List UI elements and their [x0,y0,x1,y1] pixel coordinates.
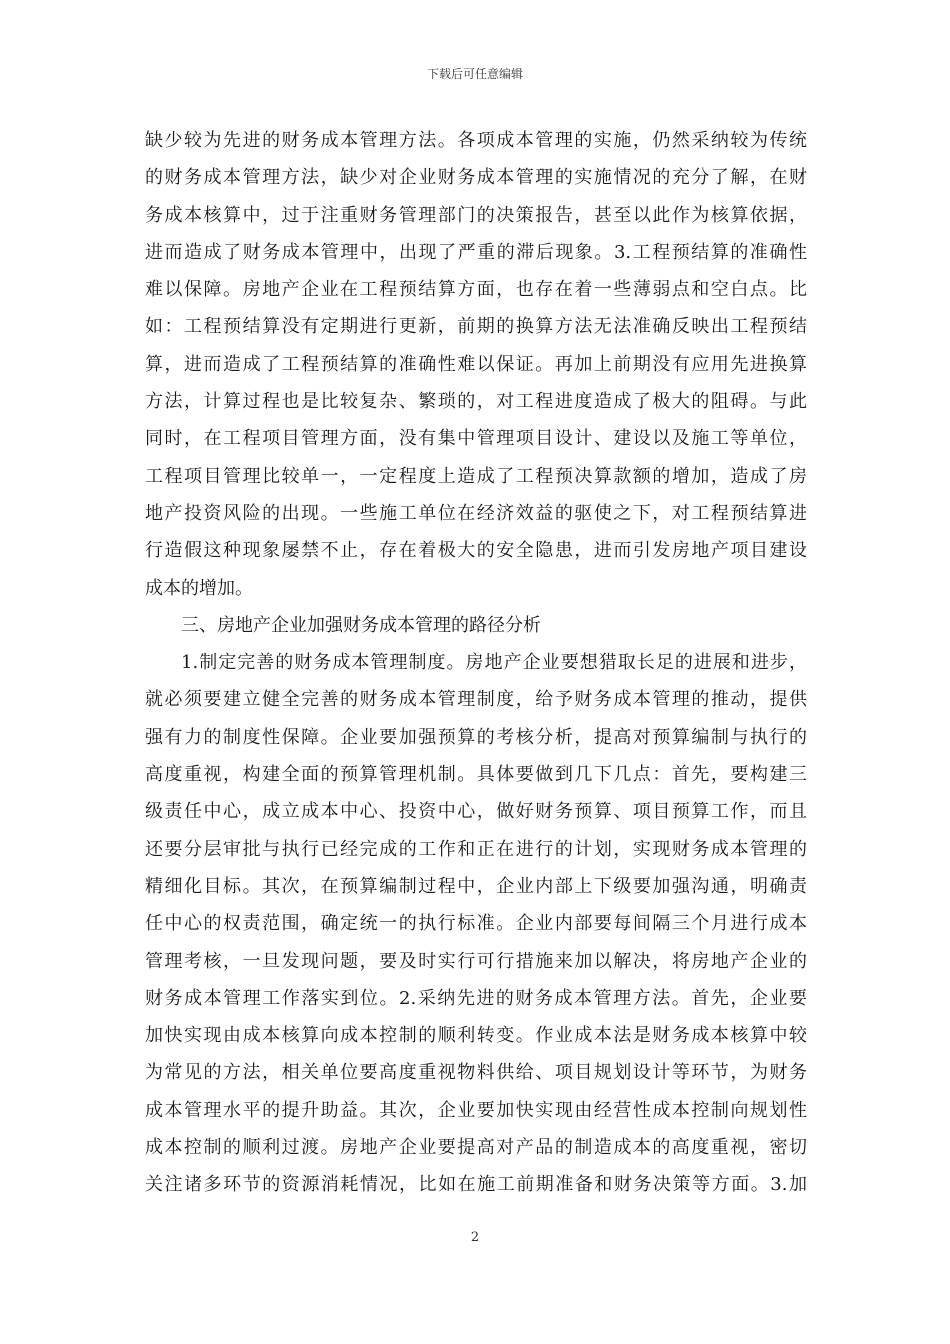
body-line: 成本管理水平的提升助益。其次，企业要加快实现由经营性成本控制向规划性 [145,1099,807,1121]
body-line: 进而造成了财务成本管理中，出现了严重的滞后现象。3.工程预结算的准确性 [145,241,807,263]
body-line: 还要分层审批与执行已经完成的工作和正在进行的计划，实现财务成本管理的 [145,838,807,860]
page-number: 2 [470,1230,480,1245]
body-line: 成本控制的顺利过渡。房地产企业要提高对产品的制造成本的高度重视，密切 [145,1137,807,1159]
body-line: 关注诸多环节的资源消耗情况，比如在施工前期准备和财务决策等方面。3.加 [145,1174,807,1196]
body-line: 级责任中心，成立成本中心、投资中心，做好财务预算、项目预算工作，而且 [145,801,807,823]
body-line: 地产投资风险的出现。一些施工单位在经济效益的驱使之下，对工程预结算进 [145,502,807,524]
body-line: 行造假这种现象屡禁不止，存在着极大的安全隐患，进而引发房地产项目建设 [145,540,807,562]
body-line: 财务成本管理工作落实到位。2.采纳先进的财务成本管理方法。首先，企业要 [145,987,807,1009]
body-line: 高度重视，构建全面的预算管理机制。具体要做到几下几点：首先，要构建三 [145,764,807,786]
body-line: 就必须要建立健全完善的财务成本管理制度，给予财务成本管理的推动，提供 [145,689,807,711]
body-line: 缺少较为先进的财务成本管理方法。各项成本管理的实施，仍然采纳较为传统 [145,130,807,151]
body-line: 务成本核算中，过于注重财务管理部门的决策报告，甚至以此作为核算依据， [145,204,807,226]
document-body [145,122,807,1204]
body-line: 的财务成本管理方法，缺少对企业财务成本管理的实施情况的充分了解，在财 [145,167,807,189]
body-line: 管理考核，一旦发现问题，要及时实行可行措施来加以解决，将房地产企业的 [145,950,807,972]
body-line: 1.制定完善的财务成本管理制度。房地产企业要想猎取长足的进展和进步， [181,652,807,674]
body-line: 工程项目管理比较单一，一定程度上造成了工程预决算款额的增加，造成了房 [145,465,807,487]
body-line: 强有力的制度性保障。企业要加强预算的考核分析，提高对预算编制与执行的 [145,726,807,748]
body-line: 同时，在工程项目管理方面，没有集中管理项目设计、建设以及施工等单位， [145,428,807,450]
body-line: 算，进而造成了工程预结算的准确性难以保证。再加上前期没有应用先进换算 [145,353,807,375]
body-line: 成本的增加。 [145,577,253,599]
body-line: 方法，计算过程也是比较复杂、繁琐的，对工程进度造成了极大的阻碍。与此 [145,391,807,413]
body-line: 精细化目标。其次，在预算编制过程中，企业内部上下级要加强沟通，明确责 [145,875,807,897]
body-line: 任中心的权责范围，确定统一的执行标准。企业内部要每间隔三个月进行成本 [145,913,807,935]
section-heading: 三、房地产企业加强财务成本管理的路径分析 [181,614,541,636]
body-line: 加快实现由成本核算向成本控制的顺利转变。作业成本法是财务成本核算中较 [145,1025,807,1047]
page-header: 下载后可任意编辑 [426,67,523,81]
body-line: 难以保障。房地产企业在工程预结算方面，也存在着一些薄弱点和空白点。比 [145,279,807,301]
body-line: 为常见的方法，相关单位要高度重视物料供给、项目规划设计等环节，为财务 [145,1062,807,1084]
body-line: 如：工程预结算没有定期进行更新，前期的换算方法无法准确反映出工程预结 [145,316,807,338]
